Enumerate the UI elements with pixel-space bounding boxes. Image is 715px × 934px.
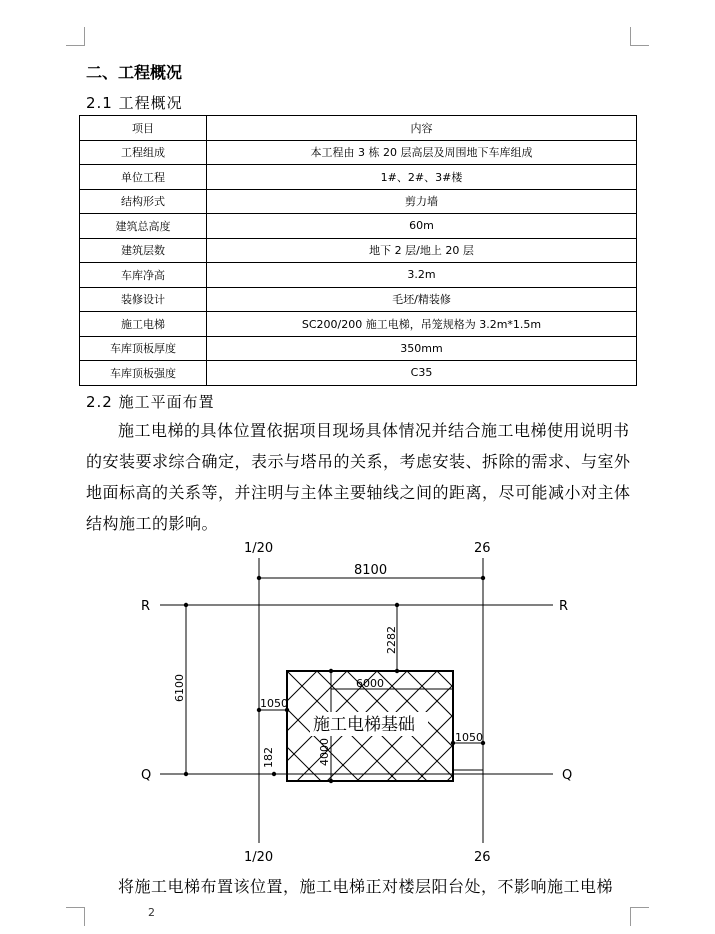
dim-dot bbox=[184, 772, 188, 776]
project-overview-table bbox=[79, 115, 637, 386]
corner-mark-top-left bbox=[66, 27, 85, 46]
axis-label-r-left: R bbox=[141, 599, 151, 614]
corner-mark-bottom-left bbox=[66, 907, 85, 926]
axis-label-1-20-bottom: 1/20 bbox=[244, 850, 274, 865]
table-row bbox=[80, 238, 637, 263]
dim-label-8100: 8100 bbox=[354, 563, 388, 578]
table-cell-content: 剪力墙 bbox=[207, 189, 637, 214]
table-cell-item: 结构形式 bbox=[80, 189, 207, 214]
table-cell-content: SC200/200 施工电梯，吊笼规格为 3.2m*1.5m bbox=[207, 312, 637, 337]
table-cell-content: 1#、2#、3#楼 bbox=[207, 165, 637, 190]
table-row bbox=[80, 312, 637, 337]
table-cell-item: 单位工程 bbox=[80, 165, 207, 190]
subsection-title-overview: 2.1 工程概况 bbox=[86, 94, 183, 112]
dim-dot bbox=[257, 576, 261, 580]
table-cell-item: 车库顶板强度 bbox=[80, 361, 207, 386]
table-cell-content: 3.2m bbox=[207, 263, 637, 288]
table-cell-content: 本工程由 3 栋 20 层高层及周围地下车库组成 bbox=[207, 140, 637, 165]
dim-label-2282: 2282 bbox=[385, 626, 398, 654]
dim-label-6000: 6000 bbox=[356, 677, 384, 690]
dim-label-6100: 6100 bbox=[173, 674, 186, 702]
table-cell-item: 车库顶板厚度 bbox=[80, 336, 207, 361]
corner-mark-top-right bbox=[630, 27, 649, 46]
table-cell-item: 建筑总高度 bbox=[80, 214, 207, 239]
dim-dot bbox=[272, 772, 276, 776]
dim-dot bbox=[329, 669, 333, 673]
table-row bbox=[80, 140, 637, 165]
closing-paragraph: 将施工电梯布置该位置，施工电梯正对楼层阳台处，不影响施工电梯 bbox=[118, 877, 614, 896]
table-cell-item: 装修设计 bbox=[80, 287, 207, 312]
dim-label-1050-right: 1050 bbox=[455, 731, 483, 744]
table-row bbox=[80, 214, 637, 239]
axis-label-q-right: Q bbox=[562, 768, 573, 783]
dim-dot bbox=[481, 576, 485, 580]
section-title: 二、工程概况 bbox=[86, 63, 183, 82]
table-row bbox=[80, 263, 637, 288]
axis-label-r-right: R bbox=[559, 599, 569, 614]
page-number: 2 bbox=[148, 906, 155, 919]
table-cell-item: 施工电梯 bbox=[80, 312, 207, 337]
table-row bbox=[80, 336, 637, 361]
axis-label-q-left: Q bbox=[141, 768, 152, 783]
table-header-row bbox=[80, 116, 637, 141]
dim-dot bbox=[395, 669, 399, 673]
table-header-cell: 内容 bbox=[207, 116, 637, 141]
axis-label-26-top: 26 bbox=[474, 541, 491, 556]
table-cell-content: 毛坯/精装修 bbox=[207, 287, 637, 312]
dim-label-1050-left: 1050 bbox=[260, 697, 288, 710]
table-cell-item: 建筑层数 bbox=[80, 238, 207, 263]
layout-description-paragraph: 施工电梯的具体位置依据项目现场具体情况并结合施工电梯使用说明书的安装要求综合确定，表示与塔吊的关系，考虑安装、拆除的需求、与室外地面标高的关系等，并注明与主体主要轴线之间的距离，尽可能减小对主体结构施工的影响。 bbox=[86, 421, 631, 533]
table-row bbox=[80, 189, 637, 214]
dim-label-4000: 4000 bbox=[318, 738, 331, 766]
table-cell-item: 工程组成 bbox=[80, 140, 207, 165]
table-cell-item: 车库净高 bbox=[80, 263, 207, 288]
table-cell-content: 350mm bbox=[207, 336, 637, 361]
table-row bbox=[80, 287, 637, 312]
elevator-foundation-plan bbox=[0, 530, 715, 875]
table-cell-content: 60m bbox=[207, 214, 637, 239]
dim-label-182: 182 bbox=[262, 747, 275, 768]
dim-dot bbox=[184, 603, 188, 607]
dim-dot bbox=[329, 779, 333, 783]
table-header-cell: 项目 bbox=[80, 116, 207, 141]
table-row bbox=[80, 361, 637, 386]
table-row bbox=[80, 165, 637, 190]
corner-mark-bottom-right bbox=[630, 907, 649, 926]
axis-label-26-bottom: 26 bbox=[474, 850, 491, 865]
foundation-label: 施工电梯基础 bbox=[313, 715, 415, 735]
dim-dot bbox=[395, 603, 399, 607]
table-cell-content: C35 bbox=[207, 361, 637, 386]
axis-label-1-20-top: 1/20 bbox=[244, 541, 274, 556]
subsection-title-layout: 2.2 施工平面布置 bbox=[86, 393, 215, 411]
table-cell-content: 地下 2 层/地上 20 层 bbox=[207, 238, 637, 263]
